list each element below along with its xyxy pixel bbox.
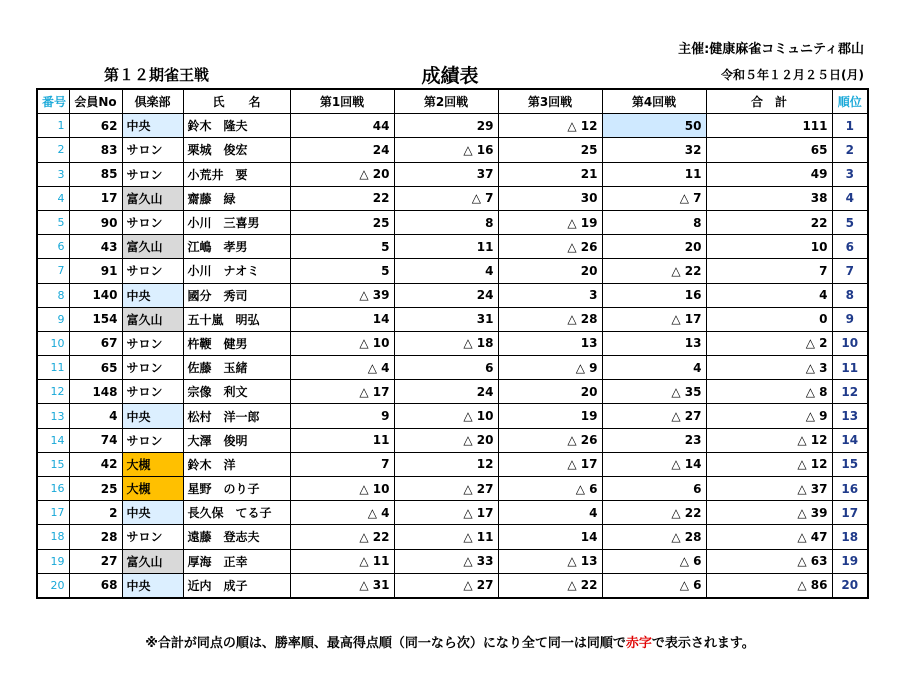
player-name: 齋藤 緑 xyxy=(183,186,290,210)
player-name: 栗城 俊宏 xyxy=(183,138,290,162)
round-3-score: △ 13 xyxy=(498,549,602,573)
table-row xyxy=(37,283,868,307)
round-1-score: △ 10 xyxy=(290,477,394,501)
table-row xyxy=(37,501,868,525)
col-header-club: 倶楽部 xyxy=(122,89,183,114)
club: 中央 xyxy=(122,283,183,307)
round-4-score: △ 35 xyxy=(602,380,706,404)
member-no: 17 xyxy=(69,186,122,210)
round-2-score: △ 10 xyxy=(394,404,498,428)
club: 大槻 xyxy=(122,452,183,476)
rank: 13 xyxy=(832,404,868,428)
player-name: 近内 成子 xyxy=(183,573,290,598)
col-header-number: 番号 xyxy=(37,89,69,114)
club: サロン xyxy=(122,356,183,380)
round-1-score: △ 4 xyxy=(290,356,394,380)
club: 中央 xyxy=(122,501,183,525)
member-no: 90 xyxy=(69,210,122,234)
rank: 14 xyxy=(832,428,868,452)
member-no: 27 xyxy=(69,549,122,573)
row-number: 7 xyxy=(37,259,69,283)
round-4-score: △ 22 xyxy=(602,501,706,525)
table-row xyxy=(37,428,868,452)
col-header-total: 合 計 xyxy=(706,89,832,114)
row-number: 4 xyxy=(37,186,69,210)
round-3-score: 25 xyxy=(498,138,602,162)
total-score: 111 xyxy=(706,114,832,138)
total-score: 65 xyxy=(706,138,832,162)
footnote-red-text: 赤字 xyxy=(625,636,652,651)
header-row xyxy=(37,89,868,114)
total-score: 10 xyxy=(706,235,832,259)
round-3-score: △ 9 xyxy=(498,356,602,380)
rank: 4 xyxy=(832,186,868,210)
round-2-score: △ 20 xyxy=(394,428,498,452)
footnote-text: ※合計が同点の順は、勝率順、最高得点順（同一なら次）になり全て同一は同順で xyxy=(145,636,626,651)
round-3-score: 14 xyxy=(498,525,602,549)
round-1-score: 5 xyxy=(290,259,394,283)
player-name: 鈴木 隆夫 xyxy=(183,114,290,138)
member-no: 154 xyxy=(69,307,122,331)
table-row xyxy=(37,235,868,259)
table-row xyxy=(37,331,868,355)
table-row xyxy=(37,452,868,476)
round-2-score: 8 xyxy=(394,210,498,234)
player-name: 國分 秀司 xyxy=(183,283,290,307)
round-1-score: 22 xyxy=(290,186,394,210)
col-header-round-3: 第3回戦 xyxy=(498,89,602,114)
col-header-round-2: 第2回戦 xyxy=(394,89,498,114)
total-score: 22 xyxy=(706,210,832,234)
rank: 1 xyxy=(832,114,868,138)
round-3-score: △ 26 xyxy=(498,235,602,259)
round-2-score: 37 xyxy=(394,162,498,186)
rank: 8 xyxy=(832,283,868,307)
rank: 20 xyxy=(832,573,868,598)
member-no: 28 xyxy=(69,525,122,549)
member-no: 83 xyxy=(69,138,122,162)
member-no: 74 xyxy=(69,428,122,452)
round-1-score: 14 xyxy=(290,307,394,331)
player-name: 五十嵐 明弘 xyxy=(183,307,290,331)
round-3-score: 20 xyxy=(498,259,602,283)
round-3-score: 30 xyxy=(498,186,602,210)
club: 大槻 xyxy=(122,477,183,501)
round-3-score: △ 6 xyxy=(498,477,602,501)
round-4-score: 23 xyxy=(602,428,706,452)
round-3-score: △ 19 xyxy=(498,210,602,234)
round-2-score: △ 16 xyxy=(394,138,498,162)
member-no: 4 xyxy=(69,404,122,428)
round-1-score: △ 31 xyxy=(290,573,394,598)
round-2-score: 24 xyxy=(394,283,498,307)
round-2-score: △ 11 xyxy=(394,525,498,549)
round-2-score: 12 xyxy=(394,452,498,476)
row-number: 5 xyxy=(37,210,69,234)
rank: 6 xyxy=(832,235,868,259)
table-row xyxy=(37,210,868,234)
member-no: 2 xyxy=(69,501,122,525)
row-number: 13 xyxy=(37,404,69,428)
table-row xyxy=(37,186,868,210)
total-score: △ 3 xyxy=(706,356,832,380)
table-row xyxy=(37,573,868,598)
total-score: △ 37 xyxy=(706,477,832,501)
member-no: 25 xyxy=(69,477,122,501)
round-1-score: △ 39 xyxy=(290,283,394,307)
round-1-score: △ 10 xyxy=(290,331,394,355)
page-title: 成績表 xyxy=(421,65,479,87)
member-no: 148 xyxy=(69,380,122,404)
round-2-score: 29 xyxy=(394,114,498,138)
round-4-score: △ 27 xyxy=(602,404,706,428)
member-no: 68 xyxy=(69,573,122,598)
player-name: 小川 三喜男 xyxy=(183,210,290,234)
rank: 15 xyxy=(832,452,868,476)
round-4-score: 20 xyxy=(602,235,706,259)
rank: 2 xyxy=(832,138,868,162)
rank: 11 xyxy=(832,356,868,380)
table-row xyxy=(37,356,868,380)
round-3-score: △ 12 xyxy=(498,114,602,138)
round-1-score: △ 4 xyxy=(290,501,394,525)
round-1-score: 7 xyxy=(290,452,394,476)
round-4-score: △ 7 xyxy=(602,186,706,210)
member-no: 42 xyxy=(69,452,122,476)
table-row xyxy=(37,404,868,428)
total-score: △ 12 xyxy=(706,452,832,476)
member-no: 85 xyxy=(69,162,122,186)
round-2-score: 4 xyxy=(394,259,498,283)
round-4-score: △ 6 xyxy=(602,549,706,573)
total-score: 4 xyxy=(706,283,832,307)
round-4-score: 16 xyxy=(602,283,706,307)
club: サロン xyxy=(122,428,183,452)
table-row xyxy=(37,162,868,186)
round-4-score: △ 17 xyxy=(602,307,706,331)
total-score: △ 8 xyxy=(706,380,832,404)
organizer-label: 主催:健康麻雀コミュニティ郡山 xyxy=(678,42,864,57)
player-name: 鈴木 洋 xyxy=(183,452,290,476)
player-name: 江嶋 孝男 xyxy=(183,235,290,259)
round-3-score: △ 22 xyxy=(498,573,602,598)
round-1-score: 24 xyxy=(290,138,394,162)
col-header-round-1: 第1回戦 xyxy=(290,89,394,114)
round-3-score: 13 xyxy=(498,331,602,355)
player-name: 佐藤 玉緒 xyxy=(183,356,290,380)
round-2-score: △ 27 xyxy=(394,477,498,501)
row-number: 6 xyxy=(37,235,69,259)
player-name: 星野 のり子 xyxy=(183,477,290,501)
round-3-score: 21 xyxy=(498,162,602,186)
col-header-rank: 順位 xyxy=(832,89,868,114)
row-number: 17 xyxy=(37,501,69,525)
player-name: 長久保 てる子 xyxy=(183,501,290,525)
member-no: 43 xyxy=(69,235,122,259)
col-header-round-4: 第4回戦 xyxy=(602,89,706,114)
player-name: 厚海 正幸 xyxy=(183,549,290,573)
round-2-score: △ 17 xyxy=(394,501,498,525)
total-score: △ 86 xyxy=(706,573,832,598)
club: サロン xyxy=(122,138,183,162)
round-3-score: △ 26 xyxy=(498,428,602,452)
rank: 12 xyxy=(832,380,868,404)
round-3-score: 4 xyxy=(498,501,602,525)
player-name: 小川 ナオミ xyxy=(183,259,290,283)
round-1-score: 25 xyxy=(290,210,394,234)
round-2-score: 11 xyxy=(394,235,498,259)
footnote-text-end: で表示されます。 xyxy=(651,636,755,651)
round-1-score: 9 xyxy=(290,404,394,428)
col-header-member-no: 会員No xyxy=(69,89,122,114)
row-number: 3 xyxy=(37,162,69,186)
player-name: 杵鞭 健男 xyxy=(183,331,290,355)
round-3-score: △ 28 xyxy=(498,307,602,331)
round-1-score: 44 xyxy=(290,114,394,138)
rank: 16 xyxy=(832,477,868,501)
table-row xyxy=(37,477,868,501)
player-name: 遠藤 登志夫 xyxy=(183,525,290,549)
results-table xyxy=(36,88,869,599)
footnote xyxy=(0,632,900,651)
player-name: 宗像 利文 xyxy=(183,380,290,404)
round-1-score: △ 17 xyxy=(290,380,394,404)
round-4-score: 50 xyxy=(602,114,706,138)
table-row xyxy=(37,259,868,283)
table-row xyxy=(37,138,868,162)
round-2-score: △ 27 xyxy=(394,573,498,598)
round-4-score: △ 22 xyxy=(602,259,706,283)
club: 富久山 xyxy=(122,549,183,573)
club: サロン xyxy=(122,380,183,404)
round-4-score: △ 6 xyxy=(602,573,706,598)
round-2-score: 31 xyxy=(394,307,498,331)
round-1-score: △ 20 xyxy=(290,162,394,186)
rank: 3 xyxy=(832,162,868,186)
round-3-score: 19 xyxy=(498,404,602,428)
club: 中央 xyxy=(122,573,183,598)
round-4-score: 6 xyxy=(602,477,706,501)
member-no: 91 xyxy=(69,259,122,283)
rank: 5 xyxy=(832,210,868,234)
table-row xyxy=(37,549,868,573)
total-score: △ 12 xyxy=(706,428,832,452)
club: 富久山 xyxy=(122,235,183,259)
row-number: 18 xyxy=(37,525,69,549)
row-number: 2 xyxy=(37,138,69,162)
rank: 17 xyxy=(832,501,868,525)
date-label: 令和５年１２月２５日(月) xyxy=(721,68,864,82)
row-number: 16 xyxy=(37,477,69,501)
tournament-name: 第１２期雀王戦 xyxy=(104,66,210,84)
rank: 18 xyxy=(832,525,868,549)
round-1-score: △ 22 xyxy=(290,525,394,549)
member-no: 62 xyxy=(69,114,122,138)
total-score: 0 xyxy=(706,307,832,331)
round-4-score: △ 28 xyxy=(602,525,706,549)
round-1-score: 11 xyxy=(290,428,394,452)
table-row xyxy=(37,525,868,549)
row-number: 1 xyxy=(37,114,69,138)
round-2-score: △ 18 xyxy=(394,331,498,355)
total-score: 38 xyxy=(706,186,832,210)
player-name: 大澤 俊明 xyxy=(183,428,290,452)
row-number: 15 xyxy=(37,452,69,476)
club: 富久山 xyxy=(122,307,183,331)
member-no: 65 xyxy=(69,356,122,380)
round-3-score: 20 xyxy=(498,380,602,404)
club: 中央 xyxy=(122,404,183,428)
player-name: 小荒井 要 xyxy=(183,162,290,186)
round-2-score: △ 7 xyxy=(394,186,498,210)
rank: 10 xyxy=(832,331,868,355)
club: サロン xyxy=(122,162,183,186)
table-row xyxy=(37,114,868,138)
round-3-score: 3 xyxy=(498,283,602,307)
row-number: 10 xyxy=(37,331,69,355)
total-score: △ 9 xyxy=(706,404,832,428)
row-number: 20 xyxy=(37,573,69,598)
total-score: △ 63 xyxy=(706,549,832,573)
club: 中央 xyxy=(122,114,183,138)
club: サロン xyxy=(122,525,183,549)
row-number: 12 xyxy=(37,380,69,404)
table-row xyxy=(37,307,868,331)
rank: 19 xyxy=(832,549,868,573)
total-score: △ 2 xyxy=(706,331,832,355)
row-number: 9 xyxy=(37,307,69,331)
club: サロン xyxy=(122,210,183,234)
table-row xyxy=(37,380,868,404)
round-1-score: 5 xyxy=(290,235,394,259)
row-number: 19 xyxy=(37,549,69,573)
round-4-score: △ 14 xyxy=(602,452,706,476)
col-header-name: 氏 名 xyxy=(183,89,290,114)
row-number: 8 xyxy=(37,283,69,307)
round-2-score: △ 33 xyxy=(394,549,498,573)
total-score: 7 xyxy=(706,259,832,283)
member-no: 67 xyxy=(69,331,122,355)
round-4-score: 13 xyxy=(602,331,706,355)
round-4-score: 32 xyxy=(602,138,706,162)
round-4-score: 11 xyxy=(602,162,706,186)
round-2-score: 24 xyxy=(394,380,498,404)
rank: 7 xyxy=(832,259,868,283)
club: 富久山 xyxy=(122,186,183,210)
player-name: 松村 洋一郎 xyxy=(183,404,290,428)
club: サロン xyxy=(122,331,183,355)
total-score: △ 47 xyxy=(706,525,832,549)
round-4-score: 4 xyxy=(602,356,706,380)
round-2-score: 6 xyxy=(394,356,498,380)
round-1-score: △ 11 xyxy=(290,549,394,573)
rank: 9 xyxy=(832,307,868,331)
total-score: △ 39 xyxy=(706,501,832,525)
total-score: 49 xyxy=(706,162,832,186)
row-number: 14 xyxy=(37,428,69,452)
member-no: 140 xyxy=(69,283,122,307)
round-3-score: △ 17 xyxy=(498,452,602,476)
row-number: 11 xyxy=(37,356,69,380)
round-4-score: 8 xyxy=(602,210,706,234)
club: サロン xyxy=(122,259,183,283)
